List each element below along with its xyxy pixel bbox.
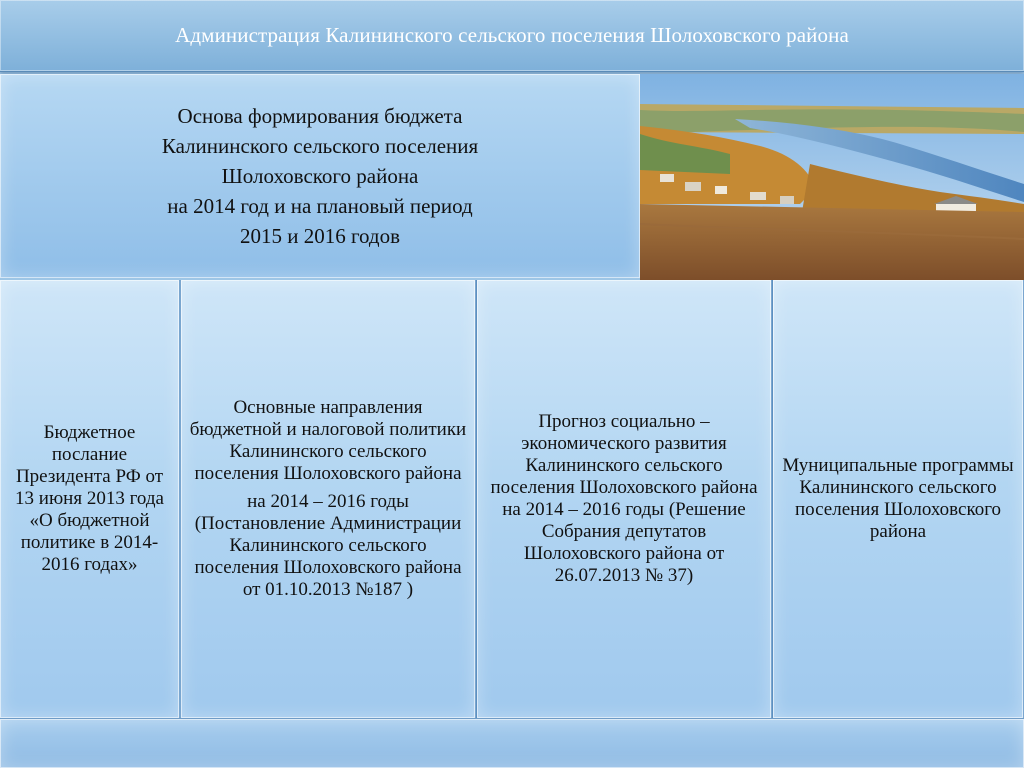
landscape-photo-svg — [640, 74, 1024, 280]
column-budget-directions-text-a: Основные направления бюджетной и налоговой политики Калининского сельского поселения Шолоховского района — [189, 397, 467, 484]
title-line-4: на 2014 год и на плановый период — [167, 194, 473, 218]
footer-bar — [0, 718, 1024, 768]
column-municipal-programs — [772, 280, 1024, 718]
header-title: Администрация Калининского сельского поселения Шолоховского района — [175, 23, 849, 47]
title-box — [0, 74, 640, 278]
foreground-field — [640, 204, 1024, 280]
header-bar — [0, 0, 1024, 72]
title-line-5: 2015 и 2016 годов — [239, 224, 401, 248]
column-forecast — [476, 280, 772, 718]
title-line-3: Шолоховского района — [221, 164, 419, 188]
title-line-2: Калининского сельского поселения — [161, 134, 479, 158]
column-budget-message — [0, 280, 180, 718]
column-budget-message-text: Бюджетное послание Президента РФ от 13 июня 2013 года «О бюджетной политике в 2014-2016 годах» — [15, 422, 164, 575]
column-municipal-programs-text: Муниципальные программы Калининского сельского поселения Шолоховского района — [782, 455, 1014, 542]
column-budget-directions — [180, 280, 476, 718]
landscape-photo — [640, 74, 1024, 280]
column-forecast-text: Прогноз социально – экономического развития Калининского сельского поселения Шолоховского района на 2014 – 2016 годы (Решение Собрания депутатов Шолоховского района от 26.07.2013 № 37) — [490, 411, 758, 586]
column-budget-directions-text-b: на 2014 – 2016 годы (Постановление Администрации Калининского сельского поселения Шолоховского района от 01.10.2013 №187 ) — [194, 491, 462, 600]
title-line-1: Основа формирования бюджета — [177, 104, 463, 128]
